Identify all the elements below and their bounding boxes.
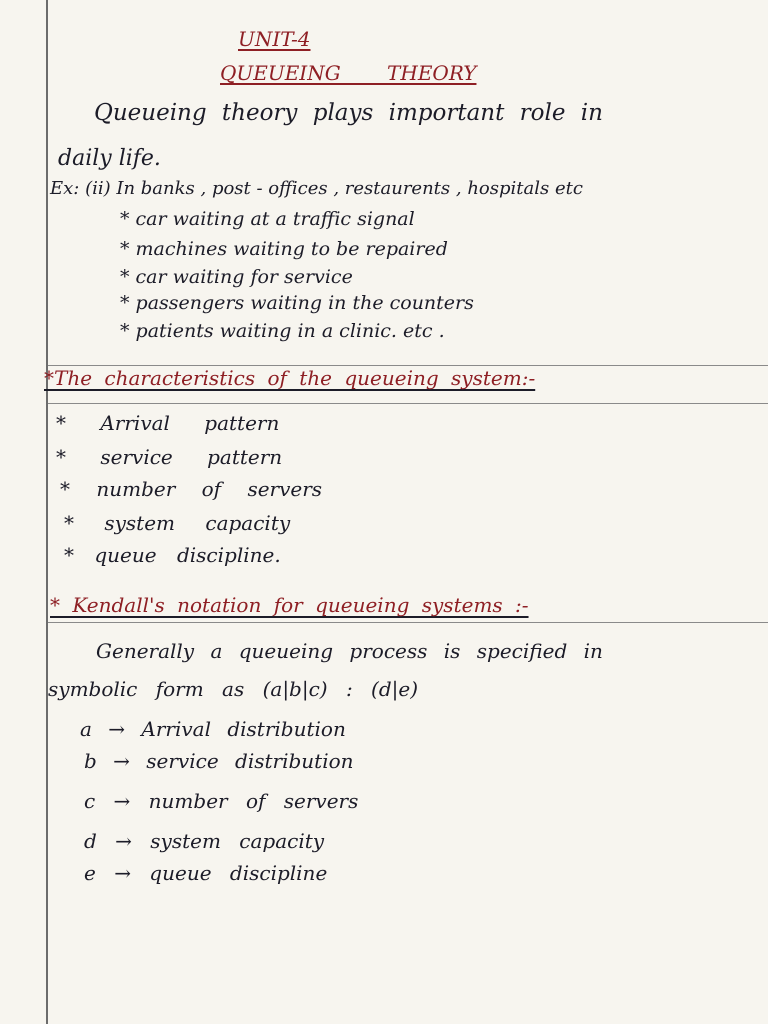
example-item: * patients waiting in a clinic. etc . xyxy=(120,320,445,342)
margin-line xyxy=(46,0,48,1024)
kendall-line-1: Generally a queueing process is specified in xyxy=(96,639,603,663)
characteristics-heading: *The characteristics of the queueing system:- xyxy=(44,366,536,390)
ruled-line xyxy=(48,622,768,623)
unit-title: UNIT-4 xyxy=(238,27,311,51)
characteristic-item: * number of servers xyxy=(60,477,323,501)
intro-line-1: Queueing theory plays important role in xyxy=(94,100,603,126)
example-item: * car waiting at a traffic signal xyxy=(120,208,415,230)
kendall-item: d → system capacity xyxy=(84,829,325,853)
characteristic-item: * service pattern xyxy=(56,445,283,469)
characteristic-item: * Arrival pattern xyxy=(56,411,280,435)
page-title: QUEUEING THEORY xyxy=(220,61,477,85)
kendall-item: c → number of servers xyxy=(84,789,359,813)
ruled-line xyxy=(48,403,768,404)
characteristic-item: * queue discipline. xyxy=(64,543,281,567)
kendall-item: e → queue discipline xyxy=(84,861,328,885)
example-line: Ex: (ii) In banks , post - offices , restaurents , hospitals etc xyxy=(50,178,583,199)
example-item: * machines waiting to be repaired xyxy=(120,238,448,260)
intro-line-2: daily life. xyxy=(58,146,161,171)
characteristic-item: * system capacity xyxy=(64,511,291,535)
kendall-heading: * Kendall's notation for queueing systems :- xyxy=(50,593,529,617)
kendall-item: a → Arrival distribution xyxy=(80,717,346,741)
kendall-line-2: symbolic form as (a|b|c) : (d|e) xyxy=(48,677,419,701)
kendall-item: b → service distribution xyxy=(84,749,354,773)
example-item: * car waiting for service xyxy=(120,266,353,288)
example-item: * passengers waiting in the counters xyxy=(120,292,474,314)
